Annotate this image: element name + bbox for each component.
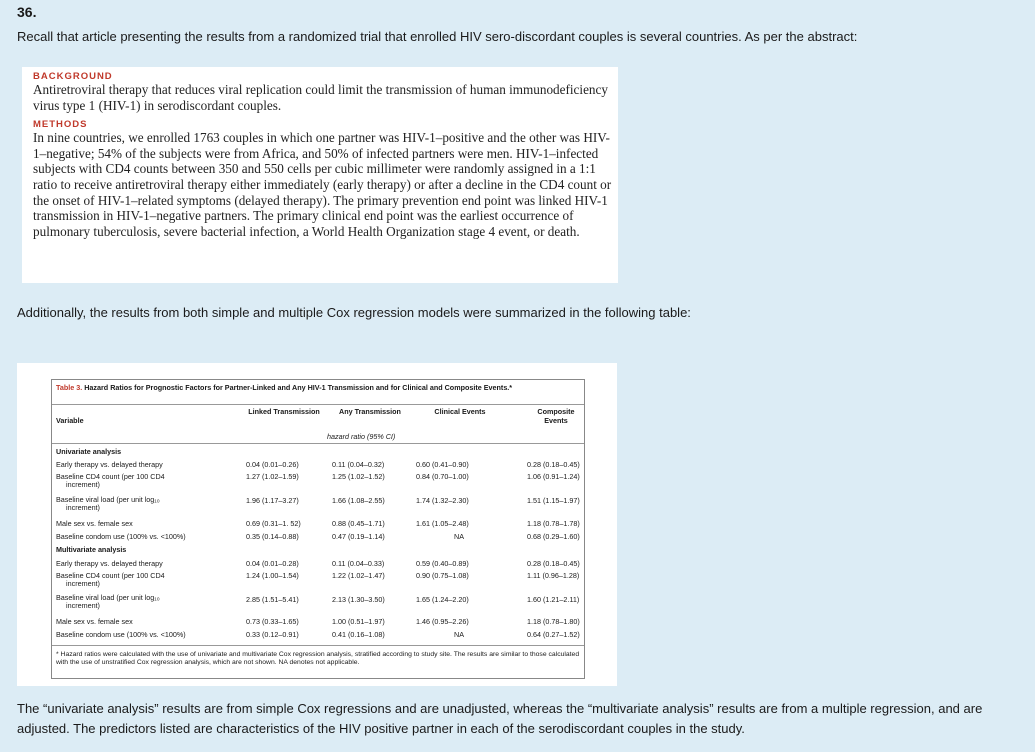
question-intro: Recall that article presenting the results from a randomized trial that enrolled HIV sero-discordant couples is several countries. As per the abstract: <box>17 29 858 44</box>
table-cell: 0.47 (0.19–1.14) <box>332 532 385 541</box>
table-cell: 1.06 (0.91–1.24) <box>527 472 580 481</box>
units-label: hazard ratio (95% CI) <box>327 432 396 441</box>
multivariate-heading: Multivariate analysis <box>56 545 127 554</box>
table-row-variable: Male sex vs. female sex <box>56 519 133 528</box>
hazard-ratio-table <box>51 379 585 679</box>
table-cell: 0.60 (0.41–0.90) <box>416 460 469 469</box>
table-cell: 0.28 (0.18–0.45) <box>527 559 580 568</box>
table-cell: 0.64 (0.27–1.52) <box>527 630 580 639</box>
table-row-variable: Early therapy vs. delayed therapy <box>56 559 163 568</box>
table-cell: 0.69 (0.31–1. 52) <box>246 519 301 528</box>
table-image <box>17 363 617 686</box>
table-cell: 0.11 (0.04–0.33) <box>332 559 385 568</box>
col-header-any: Any Transmission <box>339 407 401 416</box>
table-row-variable: Baseline viral load (per unit log₁₀ <box>56 593 160 602</box>
question-number: 36. <box>17 4 37 20</box>
table-title <box>56 383 576 392</box>
table-cell: 1.27 (1.02–1.59) <box>246 472 299 481</box>
table-cell: 1.11 (0.96–1.28) <box>527 571 580 580</box>
methods-heading: METHODS <box>33 119 88 131</box>
table-cell: 1.65 (1.24–2.20) <box>416 595 469 604</box>
table-row-variable-cont: increment) <box>66 601 100 610</box>
table-rule-bottom <box>52 645 584 646</box>
univariate-heading: Univariate analysis <box>56 447 122 456</box>
table-cell: 1.00 (0.51–1.97) <box>332 617 385 626</box>
table-cell: 0.68 (0.29–1.60) <box>527 532 580 541</box>
table-cell: 1.46 (0.95–2.26) <box>416 617 469 626</box>
table-row-variable: Early therapy vs. delayed therapy <box>56 460 163 469</box>
table-cell: 0.90 (0.75–1.08) <box>416 571 469 580</box>
table-cell: 1.61 (1.05–2.48) <box>416 519 469 528</box>
table-cell: 0.04 (0.01–0.28) <box>246 559 299 568</box>
table-row-variable: Baseline CD4 count (per 100 CD4 <box>56 571 165 580</box>
table-rule-top <box>52 404 584 405</box>
table-cell: 0.28 (0.18–0.45) <box>527 460 580 469</box>
table-cell: 0.35 (0.14–0.88) <box>246 532 299 541</box>
table-number: Table 3. <box>56 383 83 392</box>
table-cell: 0.33 (0.12–0.91) <box>246 630 299 639</box>
table-cell: 1.18 (0.78–1.78) <box>527 519 580 528</box>
table-cell: 0.73 (0.33–1.65) <box>246 617 299 626</box>
table-cell: 1.96 (1.17–3.27) <box>246 496 299 505</box>
table-cell: 0.88 (0.45–1.71) <box>332 519 385 528</box>
table-cell: 1.51 (1.15–1.97) <box>527 496 580 505</box>
table-cell: 0.11 (0.04–0.32) <box>332 460 385 469</box>
table-cell: 1.60 (1.21–2.11) <box>527 595 580 604</box>
col-header-clinical: Clinical Events <box>434 407 486 416</box>
additionally-text: Additionally, the results from both simple and multiple Cox regression models were summarized in the following table: <box>17 305 691 320</box>
table-row-variable: Male sex vs. female sex <box>56 617 133 626</box>
table-cell: 1.24 (1.00–1.54) <box>246 571 299 580</box>
table-title-text: Hazard Ratios for Prognostic Factors for Partner-Linked and Any HIV-1 Transmission and for Clinical and Composite Events.* <box>84 383 513 392</box>
abstract-excerpt <box>22 67 618 283</box>
table-cell: 0.41 (0.16–1.08) <box>332 630 385 639</box>
table-row-variable: Baseline condom use (100% vs. <100%) <box>56 532 186 541</box>
table-cell: 1.74 (1.32–2.30) <box>416 496 469 505</box>
table-cell: 1.18 (0.78–1.80) <box>527 617 580 626</box>
table-footnote: * Hazard ratios were calculated with the use of univariate and multivariate Cox regression analysis, stratified according to study site. The results are similar to those calculated with the use of unstratified Cox regression analysis, which are not shown. NA denotes not applicable. <box>56 651 580 666</box>
col-header-variable: Variable <box>56 416 84 425</box>
table-row-variable: Baseline condom use (100% vs. <100%) <box>56 630 186 639</box>
methods-text: In nine countries, we enrolled 1763 couples in which one partner was HIV-1–positive and the other was HIV-1–negative; 54% of the subjects were from Africa, and 50% of infected partners were men. HIV-1–infected subjects with CD4 counts between 350 and 550 cells per cubic millimeter were randomly assigned in a 1:1 ratio to receive antiretroviral therapy either immediately (early therapy) or after a decline in the CD4 count or the onset of HIV-1–related symptoms (delayed therapy). The primary prevention end point was linked HIV-1 transmission in HIV-1–negative partners. The primary clinical end point was the earliest occurrence of pulmonary tuberculosis, severe bacterial infection, a World Health Organization stage 4 event, or death. <box>33 130 612 239</box>
table-cell: 1.25 (1.02–1.52) <box>332 472 385 481</box>
table-cell: NA <box>454 630 464 639</box>
table-rule-header <box>52 443 584 444</box>
table-row-variable-cont: increment) <box>66 480 100 489</box>
table-cell: 1.66 (1.08–2.55) <box>332 496 385 505</box>
table-cell: 0.84 (0.70–1.00) <box>416 472 469 481</box>
table-row-variable: Baseline viral load (per unit log₁₀ <box>56 495 160 504</box>
table-cell: 2.13 (1.30–3.50) <box>332 595 385 604</box>
background-text: Antiretroviral therapy that reduces viral replication could limit the transmission of human immunodeficiency virus type 1 (HIV-1) in serodiscordant couples. <box>33 82 608 113</box>
table-cell: 1.22 (1.02–1.47) <box>332 571 385 580</box>
table-row-variable: Baseline CD4 count (per 100 CD4 <box>56 472 165 481</box>
col-header-linked: Linked Transmission <box>248 407 320 416</box>
table-row-variable-cont: increment) <box>66 579 100 588</box>
table-cell: 0.04 (0.01–0.26) <box>246 460 299 469</box>
table-cell: 2.85 (1.51–5.41) <box>246 595 299 604</box>
background-heading: BACKGROUND <box>33 71 113 82</box>
table-cell: 0.59 (0.40–0.89) <box>416 559 469 568</box>
col-header-composite: Composite Events <box>537 407 575 425</box>
closing-text: The “univariate analysis” results are from simple Cox regressions and are unadjusted, whereas the “multivariate analysis” results are from a multiple regression, and are adjusted. The predictors listed are characteristics of the HIV positive partner in each of the serodiscordant couples in the study. <box>17 701 983 736</box>
table-cell: NA <box>454 532 464 541</box>
table-row-variable-cont: increment) <box>66 503 100 512</box>
